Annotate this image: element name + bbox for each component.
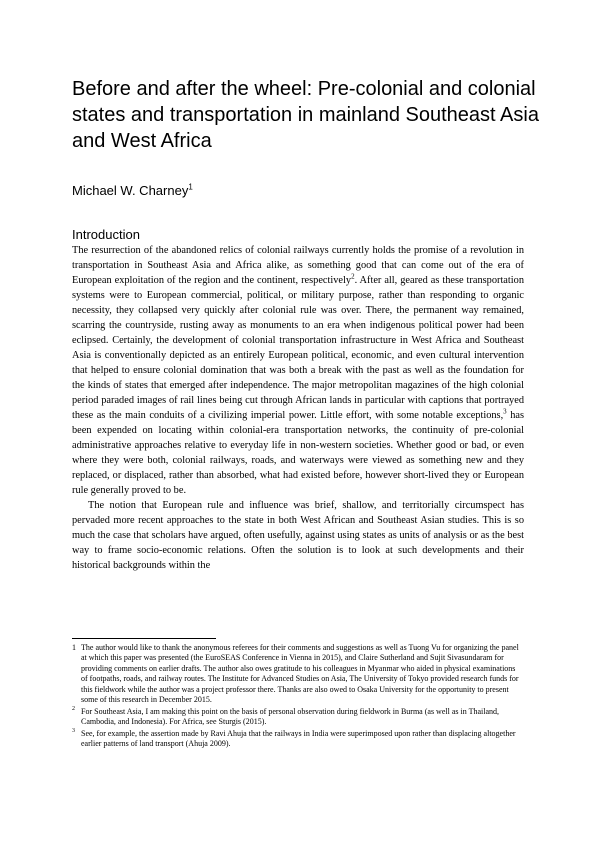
- body-text: [72, 243, 524, 573]
- footnote-2-text: For Southeast Asia, I am making this point on the basis of personal observation during fieldwork in Burma (as well as in Thailand, Cambodia, and Indonesia). For Africa, see Sturgis (2015).: [81, 706, 500, 727]
- footnote-1-mark: 1: [72, 643, 76, 652]
- author-footnote-mark: 1: [188, 182, 193, 192]
- paragraph-1: [72, 243, 524, 498]
- paragraph-1-part-1: The resurrection of the abandoned relics of colonial railways currently holds the promise of a revolution in transportation in Southeast Asia and Africa alike, as something good that can come out of the era of European exploitation of the region and the continent, respectively: [72, 245, 524, 286]
- footnote-2: 2 For Southeast Asia, I am making this point on the basis of personal observation during fieldwork in Burma (as well as in Thailand, Cambodia, and Indonesia). For Africa, see Sturgis (2015).: [72, 706, 500, 727]
- footnote-3: 3 See, for example, the assertion made by Ravi Ahuja that the railways in India were superimposed upon rather than displacing altogether earlier patterns of land transport (Ahuja 2009).: [72, 728, 516, 749]
- author-name: Michael W. Charney: [72, 183, 189, 198]
- footnote-divider: [72, 638, 216, 639]
- footnotes: [72, 643, 524, 751]
- footnote-1: [72, 643, 524, 705]
- footnote-ref-2: 2: [351, 272, 355, 281]
- paragraph-1-part-3: has been expended on locating within colonial-era transportation networks, the continuity of pre-colonial administrative approaches relative to everyday life in non-western societies. Whether good or bad, or even where they were both, colonial railways, roads, and waterways were viewed as something new and they replaced, or displaced, rather than absorbed, what had existed before, however short-lived they or European rule generally proved to be.: [72, 410, 524, 496]
- footnote-3-text: See, for example, the assertion made by Ravi Ahuja that the railways in India were superimposed upon rather than displacing altogether earlier patterns of land transport (Ahuja 2009).: [81, 728, 516, 749]
- footnote-1-text: The author would like to thank the anonymous referees for their comments and suggestions as well as Tuong Vu for organizing the panel at which this paper was presented (the EuroSEAS Conference in Vienna in 2015), and Claire Sutherland and Sujit Sivasundaram for providing comments on earlier drafts. The author also owes gratitude to his colleagues in Myanmar who aided in physical examinations of footpaths, roads, and railway routes. The Institute for Advanced Studies on Asia, The University of Tokyo provided research funds for this fieldwork while the author was a project professor there. Thanks are also owed to Osaka University for the opportunity to present some of this research in December 2015.: [81, 643, 519, 705]
- paper-title: Before and after the wheel: Pre-colonial and colonial states and transportation in mainland Southeast Asia and West Africa: [72, 78, 539, 152]
- footnote-ref-3: 3: [503, 407, 507, 416]
- paragraph-2: The notion that European rule and influence was brief, shallow, and territorially circumspect has pervaded more recent approaches to the state in both West African and Southeast Asian studies. This is so much the case that scholars have argued, often usefully, against using states as units of analysis or as the best way to frame socio-economic relations. Often the solution is to look at such developments and their historical backgrounds within the: [72, 500, 524, 571]
- section-heading: Introduction: [72, 227, 140, 242]
- paragraph-1-part-2: . After all, geared as these transportation systems were to European commercial, political, or military purpose, rather than responding to organic necessity, they collapsed very quickly after colonial rule was over. There, the permanent way remained, scarring the countryside, rusting away as monuments to an era when indigenous political power had been eclipsed. Certainly, the development of colonial transportation infrastructure in West Africa and Southeast Asia is conventionally depicted as an entirely European political, economic, and even cultural intervention that helped to ensure colonial domination that was both a break with the past as well as the foundation for the kinds of states that emerged after independence. The major metropolitan magazines of the high colonial period paraded images of rail lines being cut through African lands in particular with captions that portrayed these as the main conduits of a civilizing imperial power. Little effort, with some notable exceptions,: [72, 275, 524, 421]
- author-line: [72, 183, 193, 198]
